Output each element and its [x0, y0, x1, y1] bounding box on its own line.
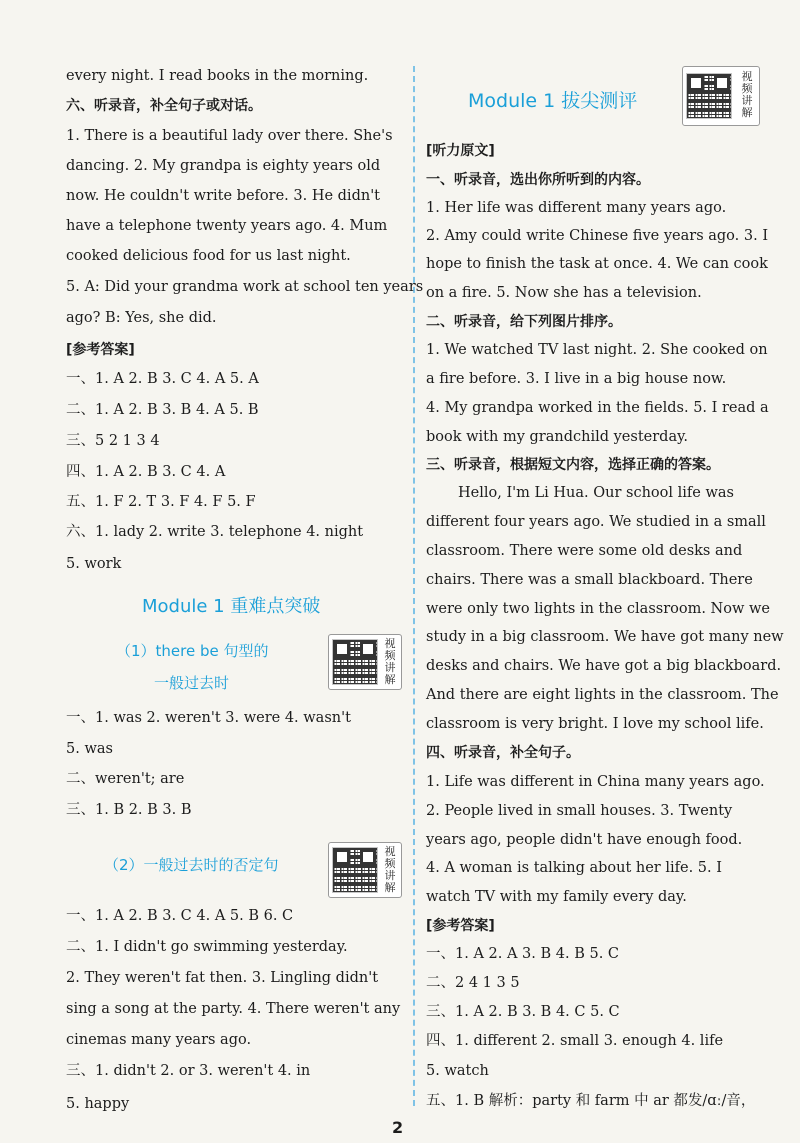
text-line: 2. Amy could write Chinese five years ago. 3. I	[426, 228, 769, 244]
qr-code-icon[interactable]	[332, 639, 378, 685]
page-number: 2	[392, 1118, 404, 1137]
passage-line: were only two lights in the classroom. Now we	[426, 601, 770, 617]
qr-label: 视频讲解	[384, 637, 396, 686]
section-heading: 一、听录音，选出你所听到的内容。	[426, 172, 650, 188]
passage-line: classroom is very bright. I love my school life.	[426, 716, 764, 732]
answer-line: 5. happy	[66, 1096, 130, 1112]
text-line: book with my grandchild yesterday.	[426, 429, 688, 445]
answer-line: 一、1. A 2. B 3. C 4. A 5. B 6. C	[66, 908, 294, 924]
qr-code-box[interactable]	[682, 66, 760, 126]
column-divider	[413, 66, 415, 1106]
passage-line: And there are eight lights in the classroom. The	[426, 687, 779, 703]
text-line: hope to finish the task at once. 4. We can cook	[426, 256, 768, 272]
qr-code-box[interactable]	[328, 634, 402, 690]
answer-line: cinemas many years ago.	[66, 1032, 252, 1048]
passage-line: different four years ago. We studied in a small	[426, 514, 766, 530]
answer-line: 二、weren't; are	[66, 771, 185, 787]
answer-line: 二、1. I didn't go swimming yesterday.	[66, 939, 348, 955]
answer-line: 三、1. didn't 2. or 3. weren't 4. in	[66, 1063, 311, 1079]
qr-code-icon[interactable]	[332, 847, 378, 893]
text-line: 4. My grandpa worked in the fields. 5. I read a	[426, 400, 769, 416]
answer-line: 一、1. was 2. weren't 3. were 4. wasn't	[66, 710, 351, 726]
answer-line: 三、1. A 2. B 3. B 4. C 5. C	[426, 1004, 620, 1020]
answer-line: 一、1. A 2. B 3. C 4. A 5. A	[66, 371, 259, 387]
subsection-title: （1）there be 句型的	[116, 642, 269, 660]
passage-line: chairs. There was a small blackboard. There	[426, 572, 753, 588]
answer-line: 二、2 4 1 3 5	[426, 975, 520, 991]
section-heading: 三、听录音，根据短文内容，选择正确的答案。	[426, 457, 720, 473]
section-heading: [听力原文]	[426, 143, 495, 159]
passage-line: study in a big classroom. We have got many new	[426, 629, 784, 645]
answer-line: 五、1. B 解析：party 和 farm 中 ar 都发/ɑː/音，	[426, 1093, 756, 1109]
qr-code-box[interactable]	[328, 842, 402, 898]
passage-line: Hello, I'm Li Hua. Our school life was	[458, 485, 734, 501]
subsection-title: 一般过去时	[154, 674, 230, 692]
section-heading: 二、听录音，给下列图片排序。	[426, 314, 622, 330]
answer-line: 5. watch	[426, 1063, 489, 1079]
text-line: a fire before. 3. I live in a big house now.	[426, 371, 727, 387]
text-line: 2. People lived in small houses. 3. Twenty	[426, 803, 733, 819]
text-line: cooked delicious food for us last night.	[66, 248, 351, 264]
subsection-title: （2）一般过去时的否定句	[104, 856, 279, 874]
qr-code-icon[interactable]	[686, 73, 732, 119]
answer-header: [参考答案]	[426, 918, 495, 934]
text-line: have a telephone twenty years ago. 4. Mum	[66, 218, 388, 234]
text-line: dancing. 2. My grandpa is eighty years old	[66, 158, 381, 174]
section-heading: 六、听录音，补全句子或对话。	[66, 98, 262, 114]
text-line: 1. We watched TV last night. 2. She cooked on	[426, 342, 768, 358]
answer-line: 一、1. A 2. A 3. B 4. B 5. C	[426, 946, 620, 962]
passage-line: classroom. There were some old desks and	[426, 543, 743, 559]
answer-line: 2. They weren't fat then. 3. Lingling didn't	[66, 970, 379, 986]
text-line: 5. A: Did your grandma work at school ten years	[66, 279, 424, 295]
answer-line: 二、1. A 2. B 3. B 4. A 5. B	[66, 402, 259, 418]
qr-label: 视频讲解	[741, 70, 753, 119]
text-line: now. He couldn't write before. 3. He didn't	[66, 188, 381, 204]
text-line: 1. There is a beautiful lady over there. She's	[66, 128, 393, 144]
answer-line: 四、1. different 2. small 3. enough 4. life	[426, 1033, 724, 1049]
answer-line: 三、5 2 1 3 4	[66, 433, 160, 449]
section-title: Module 1 拔尖测评	[468, 90, 638, 112]
text-line: 1. Her life was different many years ago.	[426, 200, 727, 216]
answer-line: 六、1. lady 2. write 3. telephone 4. night	[66, 524, 364, 540]
section-heading: 四、听录音，补全句子。	[426, 745, 580, 761]
answer-line: 四、1. A 2. B 3. C 4. A	[66, 464, 226, 480]
answer-line: 5. was	[66, 741, 113, 757]
answer-line: 五、1. F 2. T 3. F 4. F 5. F	[66, 494, 256, 510]
qr-label: 视频讲解	[384, 845, 396, 894]
text-line: 4. A woman is talking about her life. 5. I	[426, 860, 722, 876]
answer-header: [参考答案]	[66, 342, 135, 358]
passage-line: desks and chairs. We have got a big blackboard.	[426, 658, 782, 674]
text-line: on a fire. 5. Now she has a television.	[426, 285, 702, 301]
answer-line: 三、1. B 2. B 3. B	[66, 802, 192, 818]
text-line: 1. Life was different in China many years ago.	[426, 774, 765, 790]
answer-line: sing a song at the party. 4. There weren't any	[66, 1001, 401, 1017]
section-title: Module 1 重难点突破	[142, 596, 321, 617]
text-line: years ago, people didn't have enough food.	[426, 832, 743, 848]
text-line: watch TV with my family every day.	[426, 889, 687, 905]
text-line: every night. I read books in the morning.	[66, 68, 369, 84]
answer-line: 5. work	[66, 556, 122, 572]
text-line: ago? B: Yes, she did.	[66, 310, 217, 326]
